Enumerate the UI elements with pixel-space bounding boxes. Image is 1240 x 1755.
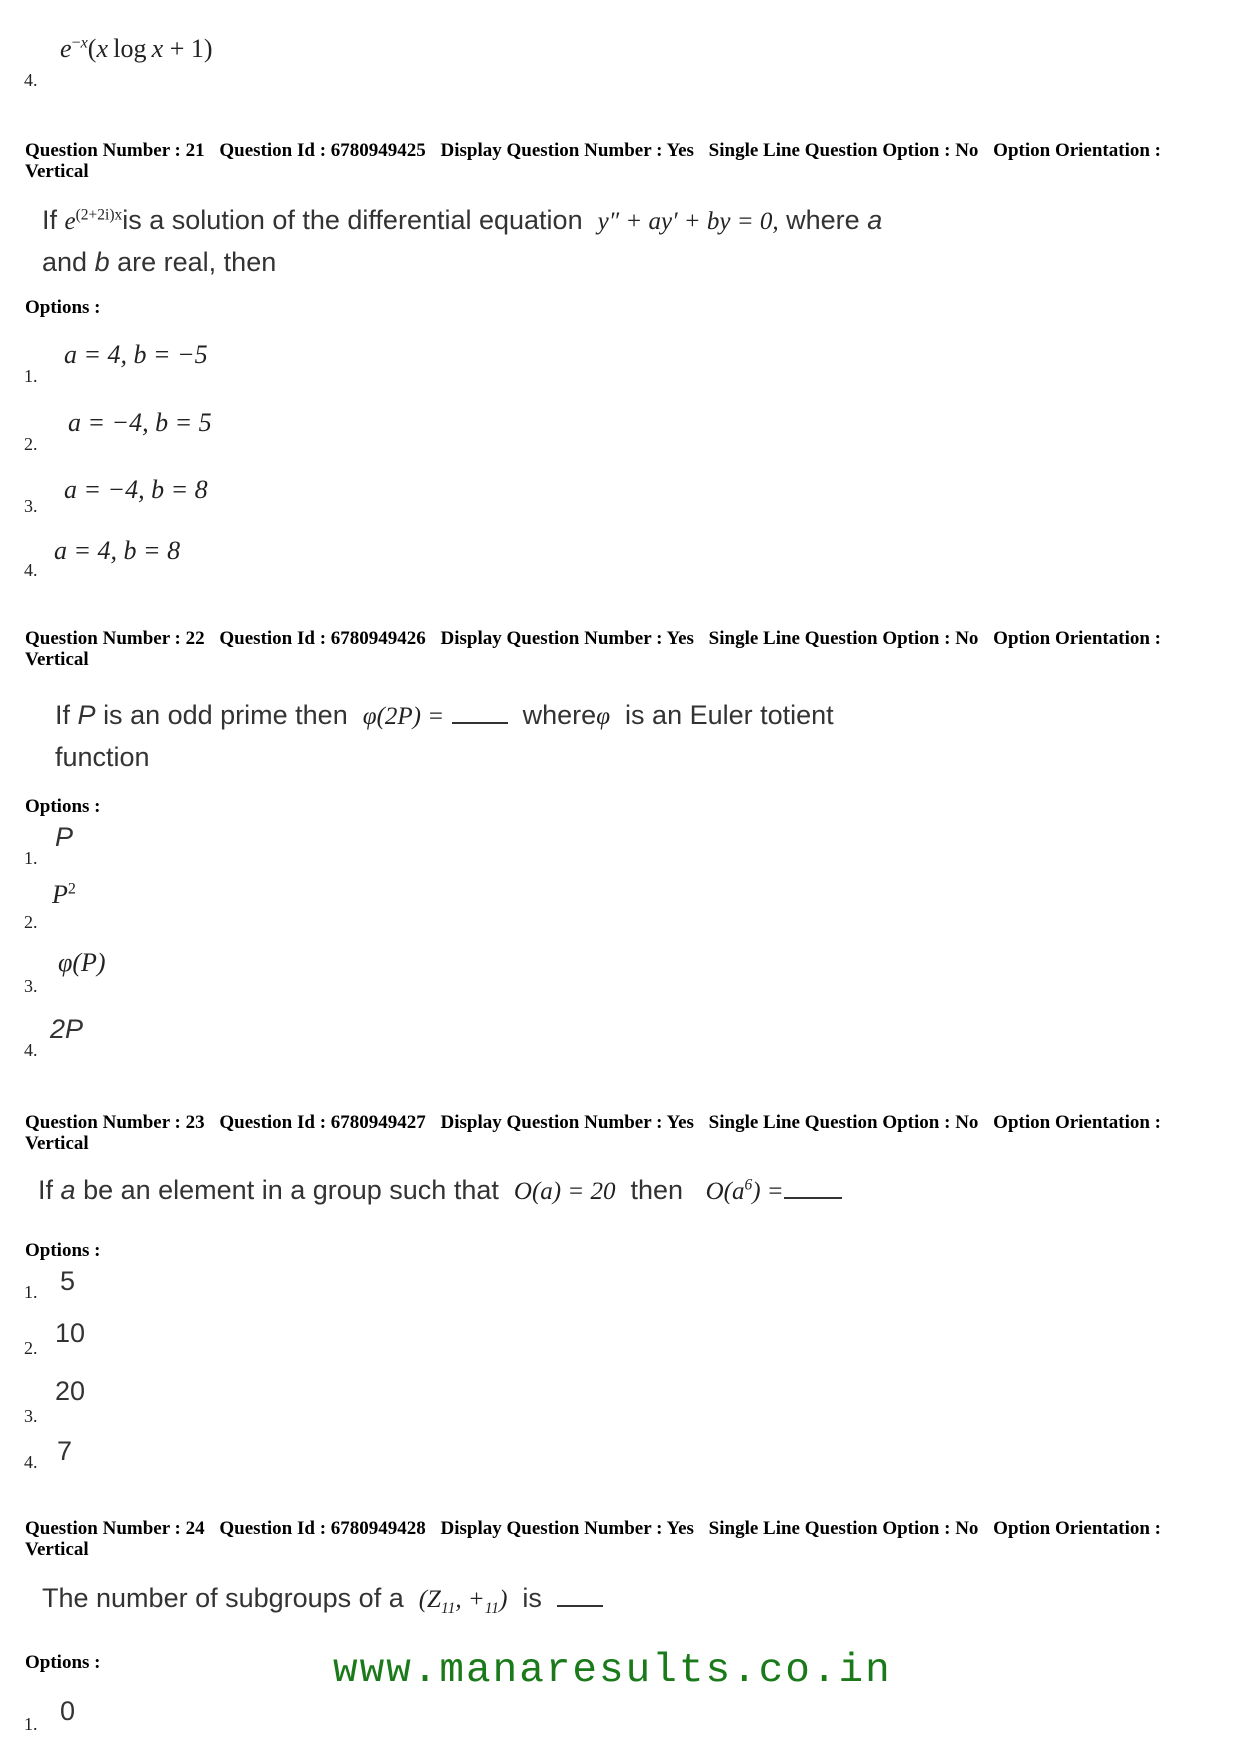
option-number: 1. bbox=[24, 366, 38, 386]
option-text[interactable]: P bbox=[55, 822, 74, 852]
option-text[interactable]: 20 bbox=[55, 1376, 86, 1406]
options-label-21: Options : bbox=[25, 297, 101, 318]
question-header-23: Question Number : 23 Question Id : 6780949427 Display Question Number : Yes Single Line Question Option : No Option Orientation : Vertical bbox=[25, 1112, 1162, 1154]
option-number: 3. bbox=[24, 496, 38, 516]
option-number: 2. bbox=[24, 434, 38, 454]
option-number: 1. bbox=[24, 1282, 38, 1302]
option-text[interactable]: 7 bbox=[57, 1436, 73, 1466]
option-text[interactable]: φ(P) bbox=[58, 948, 106, 977]
prev-option-expr: $e^{-x}(x$ log x + 1) bbox=[60, 34, 213, 63]
option-text[interactable]: a = 4, b = 8 bbox=[54, 536, 181, 565]
option-text[interactable]: a = 4, b = −5 bbox=[64, 340, 208, 369]
options-label-24: Options : bbox=[25, 1652, 101, 1673]
answer-blank bbox=[557, 1585, 603, 1607]
watermark: www.manaresults.co.in bbox=[333, 1648, 892, 1694]
options-label-22: Options : bbox=[25, 796, 101, 817]
option-number: 3. bbox=[24, 1406, 38, 1426]
option-number: 1. bbox=[24, 848, 38, 868]
option-number: 4. bbox=[24, 560, 38, 580]
question-header-22: Question Number : 22 Question Id : 6780949426 Display Question Number : Yes Single Line Question Option : No Option Orientation : Vertical bbox=[25, 628, 1162, 670]
option-number: 1. bbox=[24, 1714, 38, 1734]
option-number: 2. bbox=[24, 912, 38, 932]
option-text[interactable]: 0 bbox=[60, 1696, 76, 1726]
option-text[interactable]: 2P bbox=[50, 1014, 84, 1044]
option-number: 4. bbox=[24, 1040, 38, 1060]
options-label-23: Options : bbox=[25, 1240, 101, 1261]
question-stem-22: If P is an odd prime then φ(2P) = whereφ is an Euler totient function bbox=[55, 700, 834, 772]
question-stem-21: If $e^{(2+2i)x}is$ a solution of the differential equation y″ + ay′ + by = 0, where a and b are real, then bbox=[42, 205, 883, 277]
question-stem-24: The number of subgroups of a ($Z_{11}$, $+_{11}$) is bbox=[42, 1578, 603, 1620]
question-header-24: Question Number : 24 Question Id : 6780949428 Display Question Number : Yes Single Line Question Option : No Option Orientation : Vertical bbox=[25, 1518, 1162, 1560]
option-text[interactable]: 5 bbox=[60, 1266, 76, 1296]
option-text[interactable]: $P^2$ bbox=[52, 880, 76, 909]
answer-blank bbox=[452, 702, 508, 724]
option-text[interactable]: a = −4, b = 5 bbox=[68, 408, 212, 437]
option-number: 3. bbox=[24, 976, 38, 996]
answer-blank bbox=[784, 1177, 842, 1199]
option-number: 4. bbox=[24, 1452, 38, 1472]
option-number: 2. bbox=[24, 1338, 38, 1358]
option-text[interactable]: a = −4, b = 8 bbox=[64, 475, 208, 504]
question-header-21: Question Number : 21 Question Id : 6780949425 Display Question Number : Yes Single Line Question Option : No Option Orientation : Vertical bbox=[25, 140, 1162, 182]
question-stem-23: If a be an element in a group such that O(a) = 20 then $O(a^6)$ = bbox=[38, 1170, 842, 1212]
prev-option-number: 4. bbox=[24, 70, 38, 90]
option-text[interactable]: 10 bbox=[55, 1318, 86, 1348]
